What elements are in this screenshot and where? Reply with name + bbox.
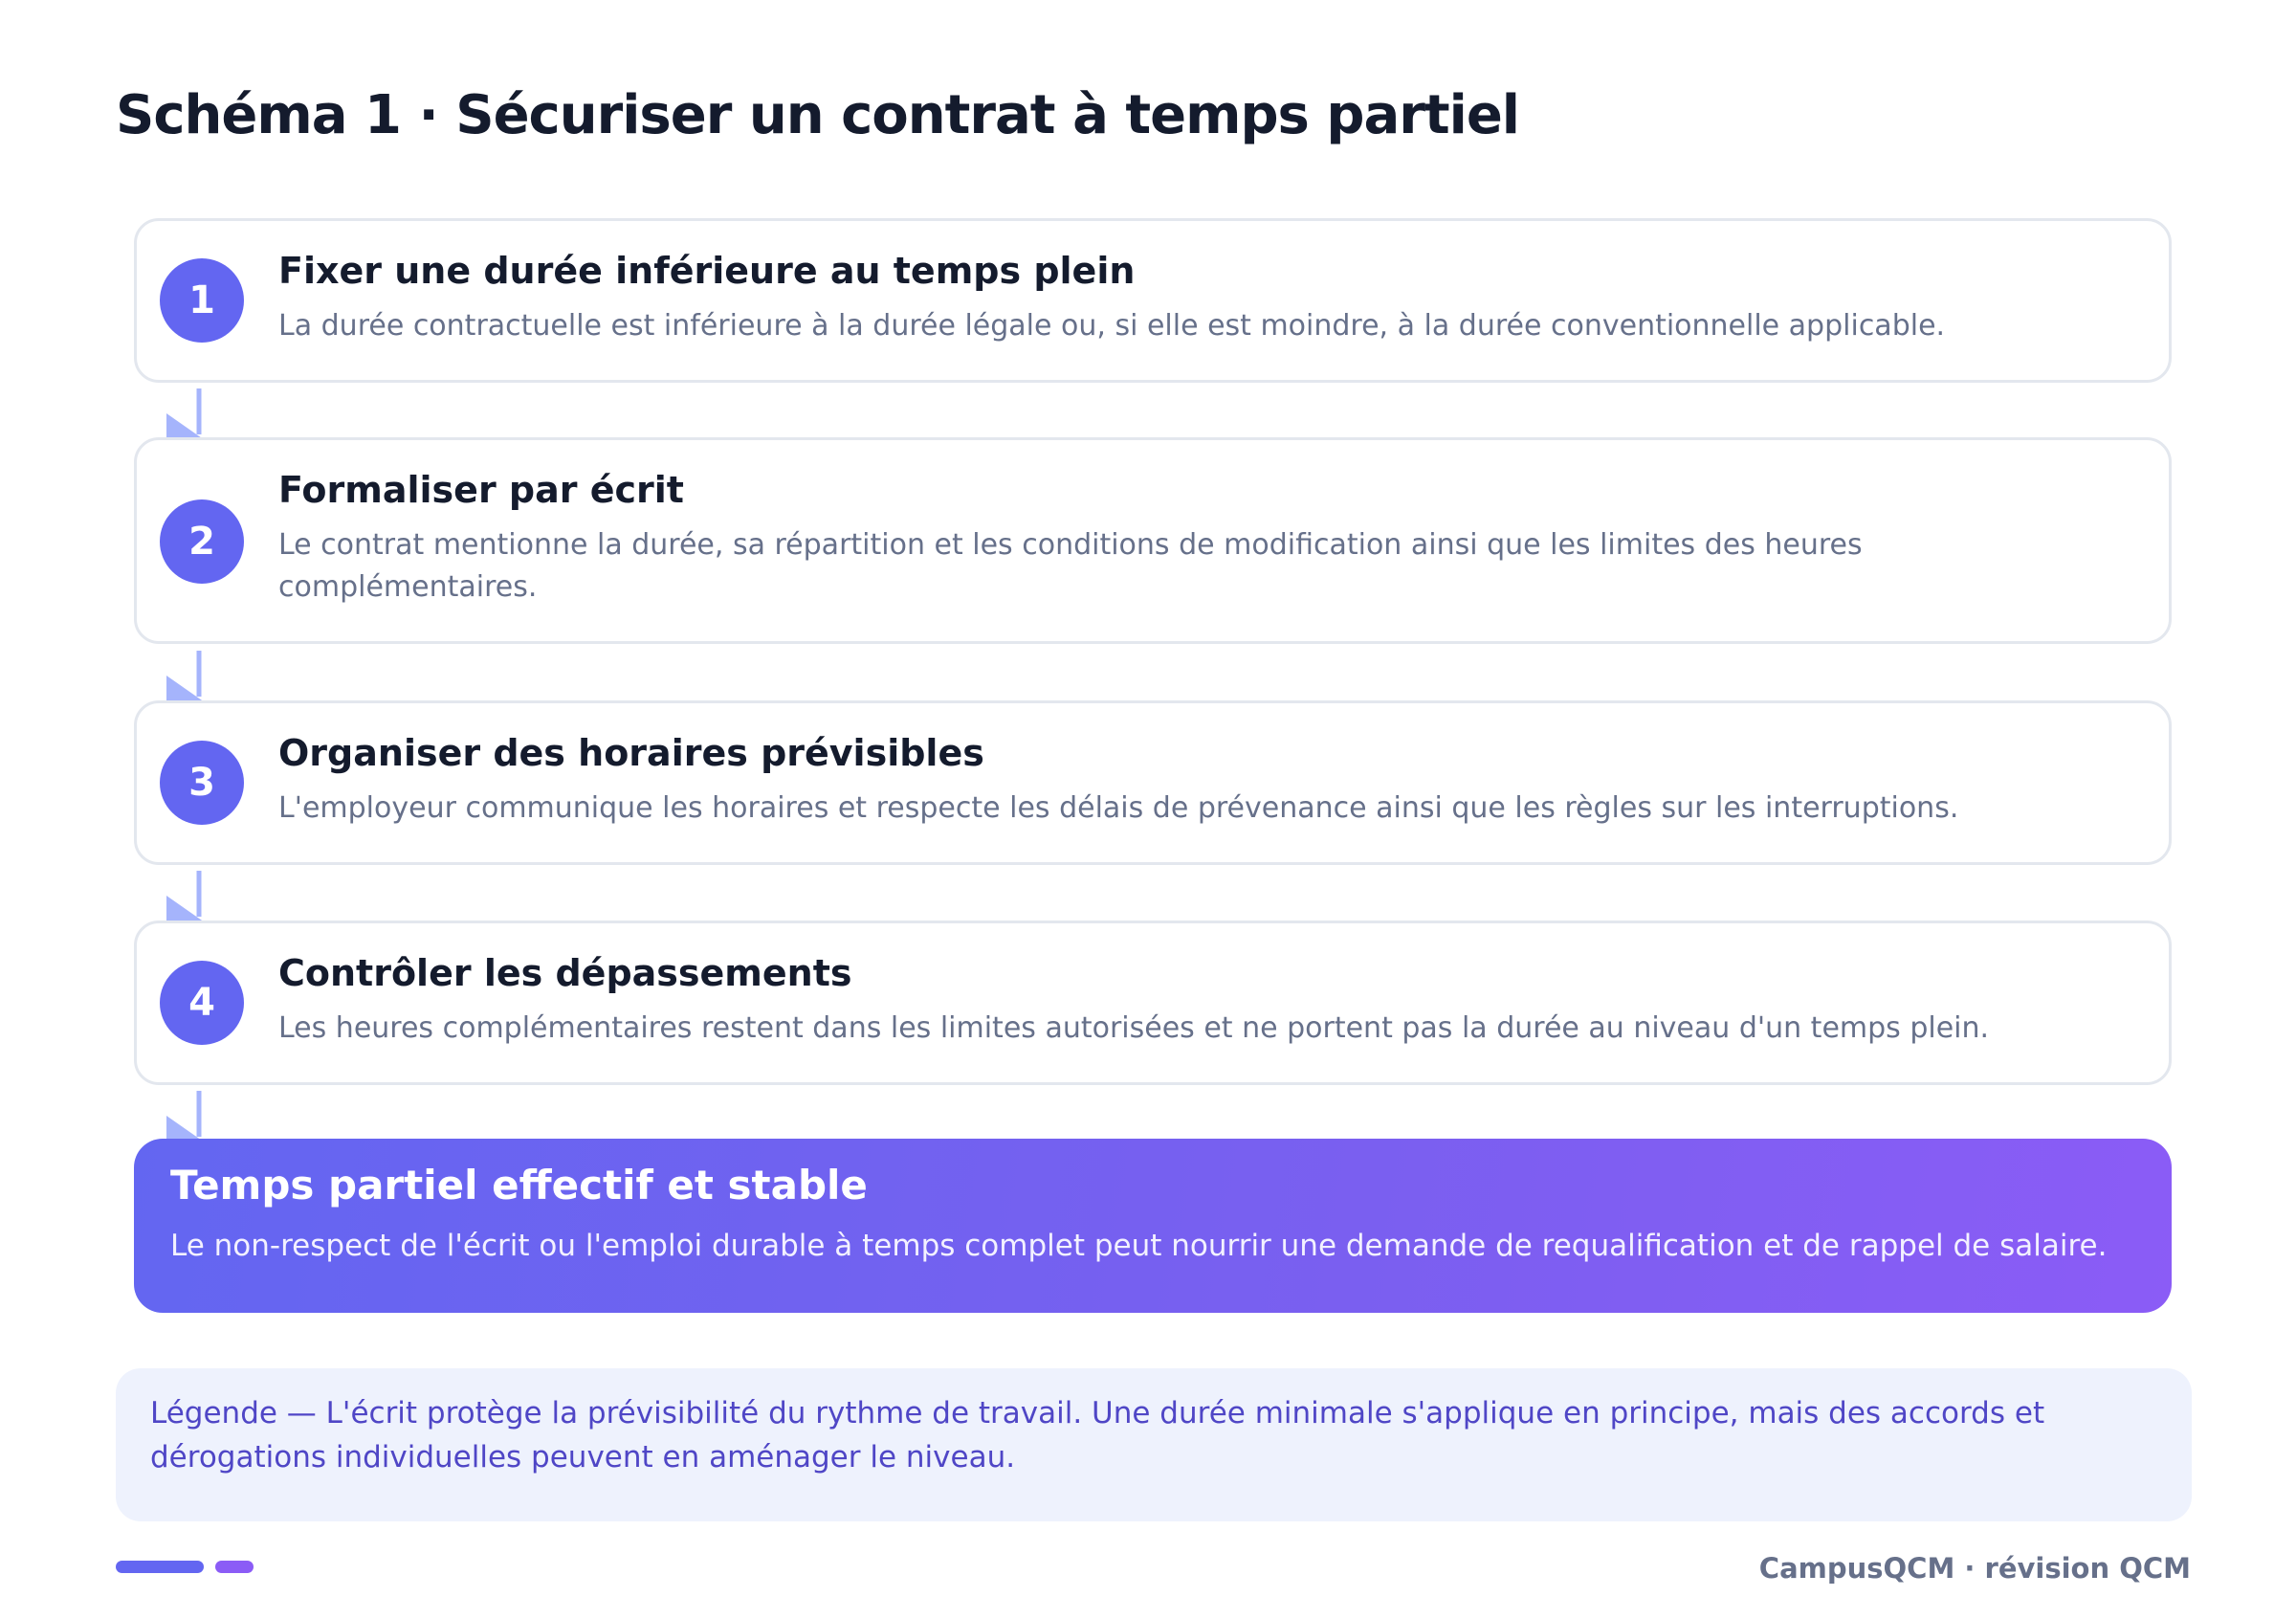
step-number-badge: 1	[160, 258, 244, 343]
legend-box: Légende — L'écrit protège la prévisibilité du rythme de travail. Une durée minimale s'applique en principe, mais des accords et dérogations individuelles peuvent en aménager le niveau.	[116, 1368, 2192, 1521]
page-title: Schéma 1 · Sécuriser un contrat à temps partiel	[116, 84, 1519, 146]
step-title: Fixer une durée inférieure au temps plein	[278, 250, 1136, 292]
step-card-3	[134, 700, 2172, 865]
arrow-down-icon	[166, 651, 210, 702]
result-title: Temps partiel effectif et stable	[170, 1162, 868, 1209]
arrow-down-icon	[166, 1091, 210, 1142]
step-card-2	[134, 437, 2172, 644]
step-card-1	[134, 218, 2172, 383]
step-title: Formaliser par écrit	[278, 469, 684, 511]
footer-brand: CampusQCM · révision QCM	[1758, 1552, 2191, 1585]
arrow-down-icon	[166, 871, 210, 922]
step-number-badge: 3	[160, 741, 244, 825]
footer-accent-bar-secondary	[215, 1561, 254, 1573]
step-number-badge: 4	[160, 961, 244, 1045]
step-card-4	[134, 920, 2172, 1085]
result-card	[134, 1139, 2172, 1313]
step-title: Organiser des horaires prévisibles	[278, 732, 984, 774]
step-description: Les heures complémentaires restent dans les limites autorisées et ne portent pas la durée au niveau d'un temps plein.	[278, 1011, 1990, 1045]
result-description: Le non-respect de l'écrit ou l'emploi durable à temps complet peut nourrir une demande de requalification et de rappel de salaire.	[170, 1229, 2108, 1263]
step-number-badge: 2	[160, 499, 244, 584]
step-title: Contrôler les dépassements	[278, 952, 852, 994]
footer-accent-bar	[116, 1561, 204, 1573]
arrow-down-icon	[166, 388, 210, 440]
step-description: L'employeur communique les horaires et respecte les délais de prévenance ainsi que les règles sur les interruptions.	[278, 791, 1959, 825]
step-description: La durée contractuelle est inférieure à la durée légale ou, si elle est moindre, à la durée conventionnelle applicable.	[278, 309, 1946, 343]
step-description: Le contrat mentionne la durée, sa répartition et les conditions de modification ainsi que les limites des heures complémentaires.	[278, 528, 1863, 604]
